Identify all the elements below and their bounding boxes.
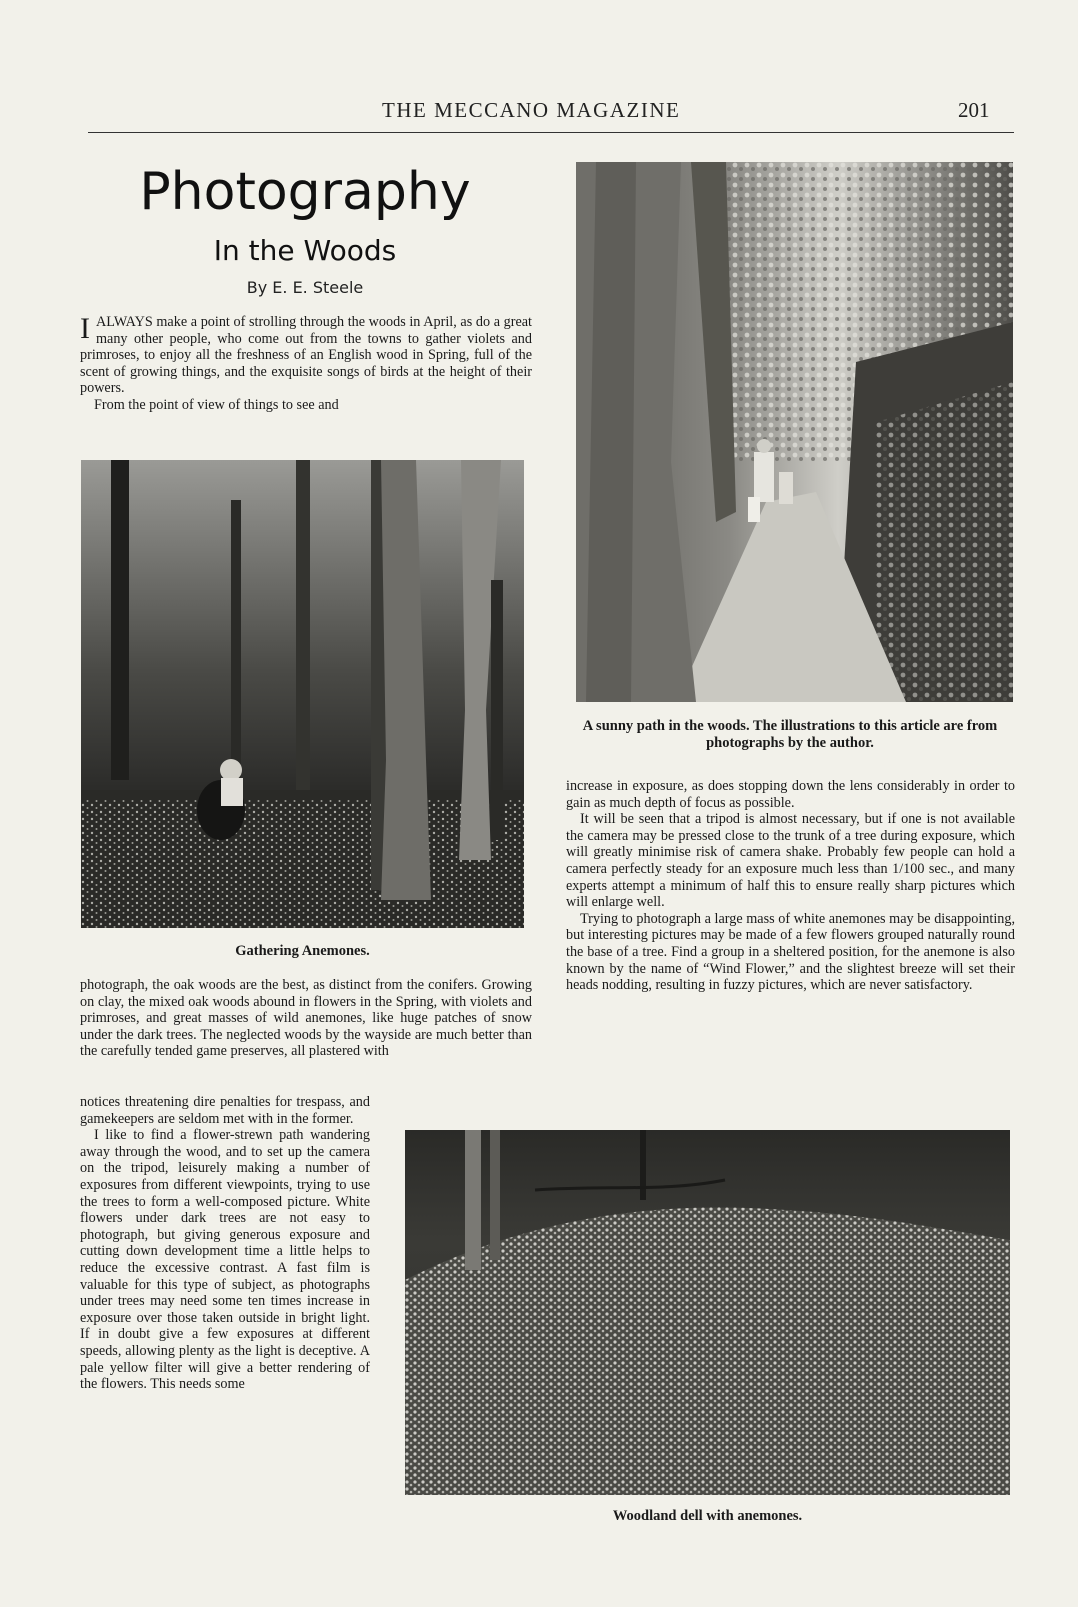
drop-cap: I (80, 312, 90, 345)
article-byline: By E. E. Steele (246, 278, 364, 297)
dell-caption: Woodland dell with anemones. (612, 1508, 803, 1524)
running-head (0, 98, 1078, 126)
magazine-title: THE MECCANO MAGAZINE (382, 98, 681, 122)
woodland-dell-photo (405, 1130, 1010, 1495)
right-paragraph-2: It will be seen that a tripod is almost necessary, but if one is not available the camera may be pressed close to the trunk of a tree during exposure, which will greatly minimise risk of camera shake. Probably few people can hold a camera perfectly steady for an exposure much less than 1/100 sec., and many experts attempt a minimum of half this to ensure really sharp pictures which will enlarge well. (566, 811, 1015, 911)
col1-paragraph: photograph, the oak woods are the best, as distinct from the conifers. Growing on clay, the mixed oak woods abound in flowers in the Spring, with violets and primroses, and great masses of wild anemones, like huge patches of snow under the dark trees. The neglected woods by the wayside are much better than the carefully tended game preserves, all plastered with (80, 977, 532, 1060)
gathering-caption: Gathering Anemones. (235, 943, 370, 959)
sunny-path-photo (576, 162, 1013, 702)
right-paragraph-1: increase in exposure, as does stopping down the lens considerably in order to gain as much depth of focus as possible. (566, 778, 1015, 811)
col1-text (80, 977, 532, 1060)
article-title: Photography (139, 162, 471, 222)
narrow-paragraph-1: notices threatening dire penalties for trespass, and gamekeepers are seldom met with in the former. (80, 1094, 370, 1127)
intro-continuation: From the point of view of things to see and (94, 396, 339, 413)
gathering-anemones-photo (81, 460, 524, 928)
narrow-col-text (80, 1094, 370, 1393)
intro-paragraph: ALWAYS make a point of strolling through the woods in April, as do a great many other people, who come out from the towns to gather violets and primroses, to enjoy all the freshness of an English wood in Spring, full of the scent of growing things, and the exquisite songs of birds at the height of their powers. (80, 314, 532, 397)
narrow-paragraph-2: I like to find a flower-strewn path wandering away through the wood, and to set up the camera on the tripod, leisurely making a number of exposures from different viewpoints, trying to use the trees to form a well-composed picture. White flowers under dark trees are not easy to photograph, but giving generous exposure and cutting down development time a little helps to reduce the excessive contrast. A fast film is valuable for this type of subject, as photographs under trees may need some ten times increase in exposure over those taken outside in bright light. If in doubt give a few exposures at different speeds, allowing plenty as the light is deceptive. A pale yellow filter will give a better rendering of the flowers. This needs some (80, 1127, 370, 1393)
right-col-text (566, 778, 1015, 994)
header-rule (88, 132, 1014, 133)
sunny-path-caption: A sunny path in the woods. The illustrations to this article are from photographs by the author. (582, 718, 998, 751)
intro-text (80, 314, 532, 414)
article-subtitle: In the Woods (213, 234, 397, 267)
right-paragraph-3: Trying to photograph a large mass of white anemones may be disappointing, but interesting pictures may be made of a few flowers grouped naturally round the base of a tree. Find a group in a sheltered position, for the anemone is also known by the name of “Wind Flower,” and the slightest breeze will set their heads nodding, resulting in fuzzy pictures, which are never satisfactory. (566, 910, 1015, 994)
page-number: 201 (958, 98, 990, 122)
